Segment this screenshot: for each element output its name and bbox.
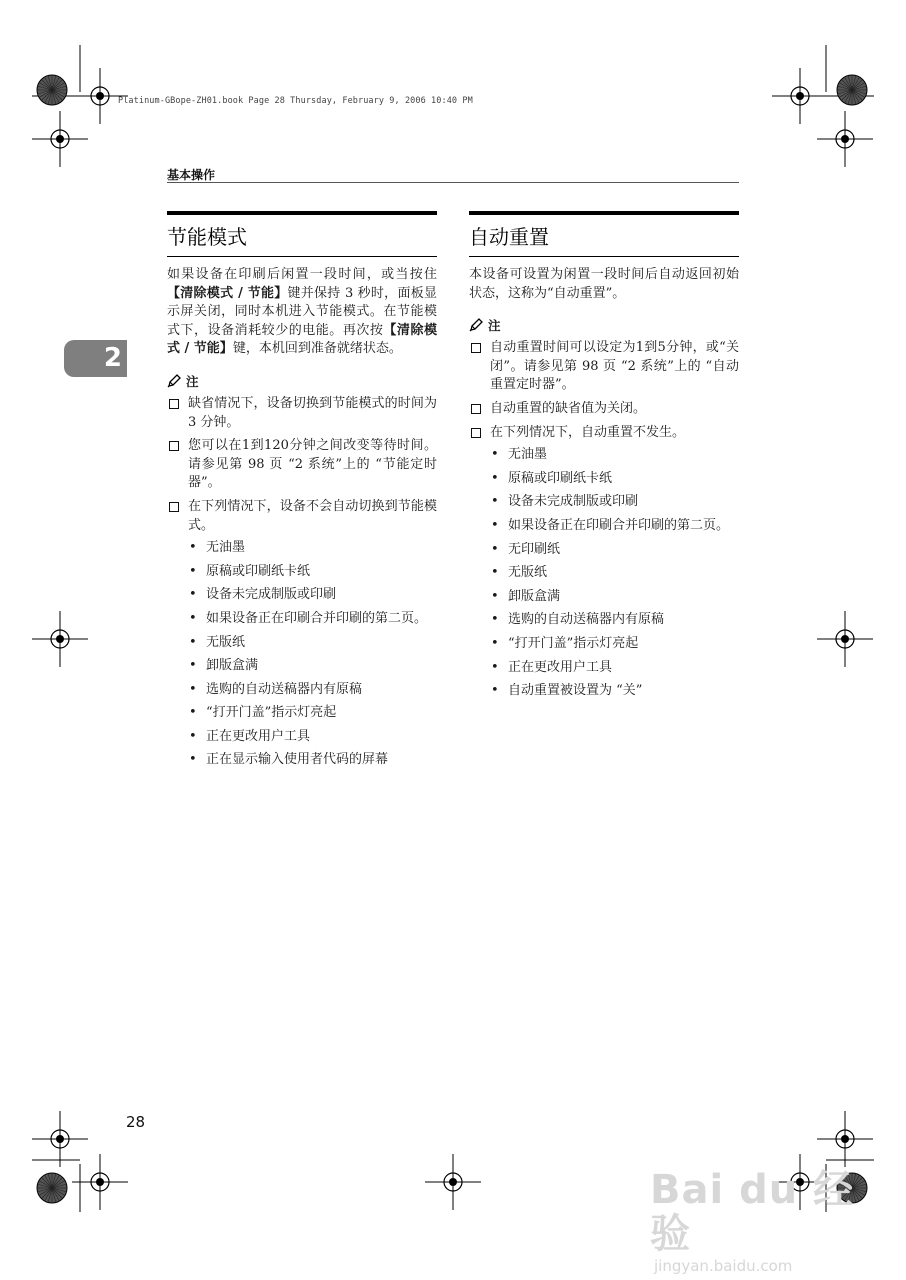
note-text: 自动重置的缺省值为关闭。 <box>490 400 647 416</box>
bullet-icon: • <box>189 728 197 744</box>
chapter-number: 2 <box>103 343 122 373</box>
section-energy-saver <box>167 211 437 775</box>
list-item-text: “打开门盖”指示灯亮起 <box>206 705 337 721</box>
list-item <box>490 588 739 607</box>
list-item <box>490 682 739 701</box>
crosshair-mark <box>817 1111 873 1167</box>
body-run: 如果设备在印刷后闲置一段时间，或当按住 <box>167 267 437 282</box>
bullet-icon: • <box>491 447 499 463</box>
section-title: 节能模式 <box>167 224 437 257</box>
list-item-text: 原稿或印刷纸卡纸 <box>508 470 613 486</box>
page-number: 28 <box>126 1113 146 1131</box>
key-label: 【清除模式 / 节能】 <box>167 285 288 301</box>
color-target-mark <box>37 75 67 105</box>
list-item <box>188 563 437 582</box>
chapter-tab <box>64 340 127 377</box>
running-header: 基本操作 <box>167 168 216 182</box>
note-heading <box>469 316 739 334</box>
crosshair-mark <box>32 111 88 167</box>
crosshair-mark <box>425 1154 481 1210</box>
list-item <box>490 517 739 536</box>
body-run: 键并保持 3 秒时，面板显示屏关闭，同时本机进入节能模式。在节能模式下，设备消耗较少的电能。再次按 <box>167 285 437 338</box>
list-item-text: 设备未完成制版或印刷 <box>206 587 337 603</box>
bullet-icon: • <box>491 517 499 533</box>
note-label: 注 <box>186 373 199 389</box>
section-auto-reset <box>469 211 739 706</box>
list-item <box>490 611 739 630</box>
note-item <box>469 424 739 443</box>
crosshair-mark <box>817 111 873 167</box>
note-item <box>167 498 437 535</box>
list-item <box>188 539 437 558</box>
list-item <box>490 470 739 489</box>
note-text: 在下列情况下，自动重置不发生。 <box>490 424 686 440</box>
list-item <box>490 564 739 583</box>
note-label: 注 <box>488 318 501 334</box>
bullet-list <box>167 539 437 770</box>
crosshair-mark <box>772 68 828 124</box>
list-item <box>188 657 437 676</box>
crosshair-mark <box>32 611 88 667</box>
list-item-text: 无油墨 <box>206 540 246 556</box>
list-item-text: 如果设备正在印刷合并印刷的第二页。 <box>206 610 428 626</box>
color-target-mark <box>37 1173 67 1203</box>
pencil-icon <box>167 374 182 388</box>
list-item-text: “打开门盖”指示灯亮起 <box>508 635 639 651</box>
list-item <box>490 659 739 678</box>
key-label: 【清除模式 / 节能】 <box>167 322 437 357</box>
file-info: Platinum-GBope-ZH01.book Page 28 Thursday, February 9, 2006 10:40 PM <box>118 96 473 106</box>
note-item <box>469 339 739 395</box>
crosshair-mark <box>72 1154 128 1210</box>
bullet-list <box>469 446 739 701</box>
bullet-icon: • <box>491 470 499 486</box>
list-item <box>490 446 739 465</box>
bullet-icon: • <box>189 563 197 579</box>
note-heading <box>167 372 437 390</box>
bullet-icon: • <box>189 681 197 697</box>
bullet-icon: • <box>491 635 499 651</box>
section-title: 自动重置 <box>469 224 739 257</box>
note-text: 您可以在1到120分钟之间改变等待时间。请参见第 98 页 “2 系统”上的 “节能定时器”。 <box>188 438 437 491</box>
note-item <box>167 395 437 432</box>
list-item <box>188 704 437 723</box>
list-item <box>188 610 437 629</box>
note-item <box>167 437 437 493</box>
list-item-text: 选购的自动送稿器内有原稿 <box>508 612 665 628</box>
checkbox-icon <box>471 404 481 414</box>
section-body: 本设备可设置为闲置一段时间后自动返回初始状态，这称为“自动重置”。 <box>469 267 739 301</box>
checkbox-icon <box>471 343 481 353</box>
crosshair-mark <box>32 1111 88 1167</box>
list-item <box>490 493 739 512</box>
bullet-icon: • <box>189 705 197 721</box>
bullet-icon: • <box>491 541 499 557</box>
list-item-text: 卸版盒满 <box>508 588 561 604</box>
bullet-icon: • <box>491 659 499 675</box>
checkbox-icon <box>169 502 179 512</box>
bullet-icon: • <box>189 610 197 626</box>
watermark-url: jingyan.baidu.com <box>654 1257 793 1275</box>
list-item-text: 选购的自动送稿器内有原稿 <box>206 681 363 697</box>
list-item <box>188 728 437 747</box>
bullet-icon: • <box>491 612 499 628</box>
bullet-icon: • <box>189 540 197 556</box>
list-item <box>188 751 437 770</box>
section-bar <box>167 211 437 215</box>
list-item-text: 设备未完成制版或印刷 <box>508 494 639 510</box>
watermark-logo: Bai du 经验 <box>650 1167 855 1257</box>
checkbox-icon <box>471 428 481 438</box>
crosshair-mark <box>817 611 873 667</box>
bullet-icon: • <box>491 565 499 581</box>
checkbox-icon <box>169 441 179 451</box>
color-target-mark <box>837 75 867 105</box>
bullet-icon: • <box>491 588 499 604</box>
checkbox-icon <box>169 399 179 409</box>
list-item-text: 如果设备正在印刷合并印刷的第二页。 <box>508 517 730 533</box>
list-item-text: 无版纸 <box>206 634 246 650</box>
bullet-icon: • <box>491 683 499 699</box>
baidu-watermark <box>650 1167 880 1275</box>
bullet-icon: • <box>189 587 197 603</box>
bullet-icon: • <box>189 634 197 650</box>
list-item-text: 原稿或印刷纸卡纸 <box>206 563 311 579</box>
note-text: 缺省情况下，设备切换到节能模式的时间为 3 分钟。 <box>188 395 437 430</box>
list-item-text: 无版纸 <box>508 565 548 581</box>
list-item <box>490 635 739 654</box>
section-body <box>167 266 437 359</box>
header-rule <box>167 182 739 183</box>
list-item <box>188 586 437 605</box>
list-item <box>188 634 437 653</box>
list-item-text: 正在更改用户工具 <box>206 728 311 744</box>
note-text: 自动重置时间可以设定为1到5分钟，或“关闭”。请参见第 98 页 “2 系统”上的 “自动重置定时器”。 <box>490 340 739 393</box>
section-bar <box>469 211 739 215</box>
list-item-text: 卸版盒满 <box>206 658 259 674</box>
list-item-text: 正在显示输入使用者代码的屏幕 <box>206 752 389 768</box>
list-item-text: 正在更改用户工具 <box>508 659 613 675</box>
list-item-text: 自动重置被设置为 “关” <box>508 683 643 699</box>
note-text: 在下列情况下，设备不会自动切换到节能模式。 <box>188 498 437 533</box>
bullet-icon: • <box>189 658 197 674</box>
list-item <box>188 681 437 700</box>
list-item-text: 无印刷纸 <box>508 541 561 557</box>
list-item-text: 无油墨 <box>508 447 548 463</box>
pencil-icon <box>469 318 484 332</box>
bullet-icon: • <box>491 494 499 510</box>
bullet-icon: • <box>189 752 197 768</box>
list-item <box>490 541 739 560</box>
note-item <box>469 400 739 419</box>
body-run: 键，本机回到准备就绪状态。 <box>232 341 402 357</box>
